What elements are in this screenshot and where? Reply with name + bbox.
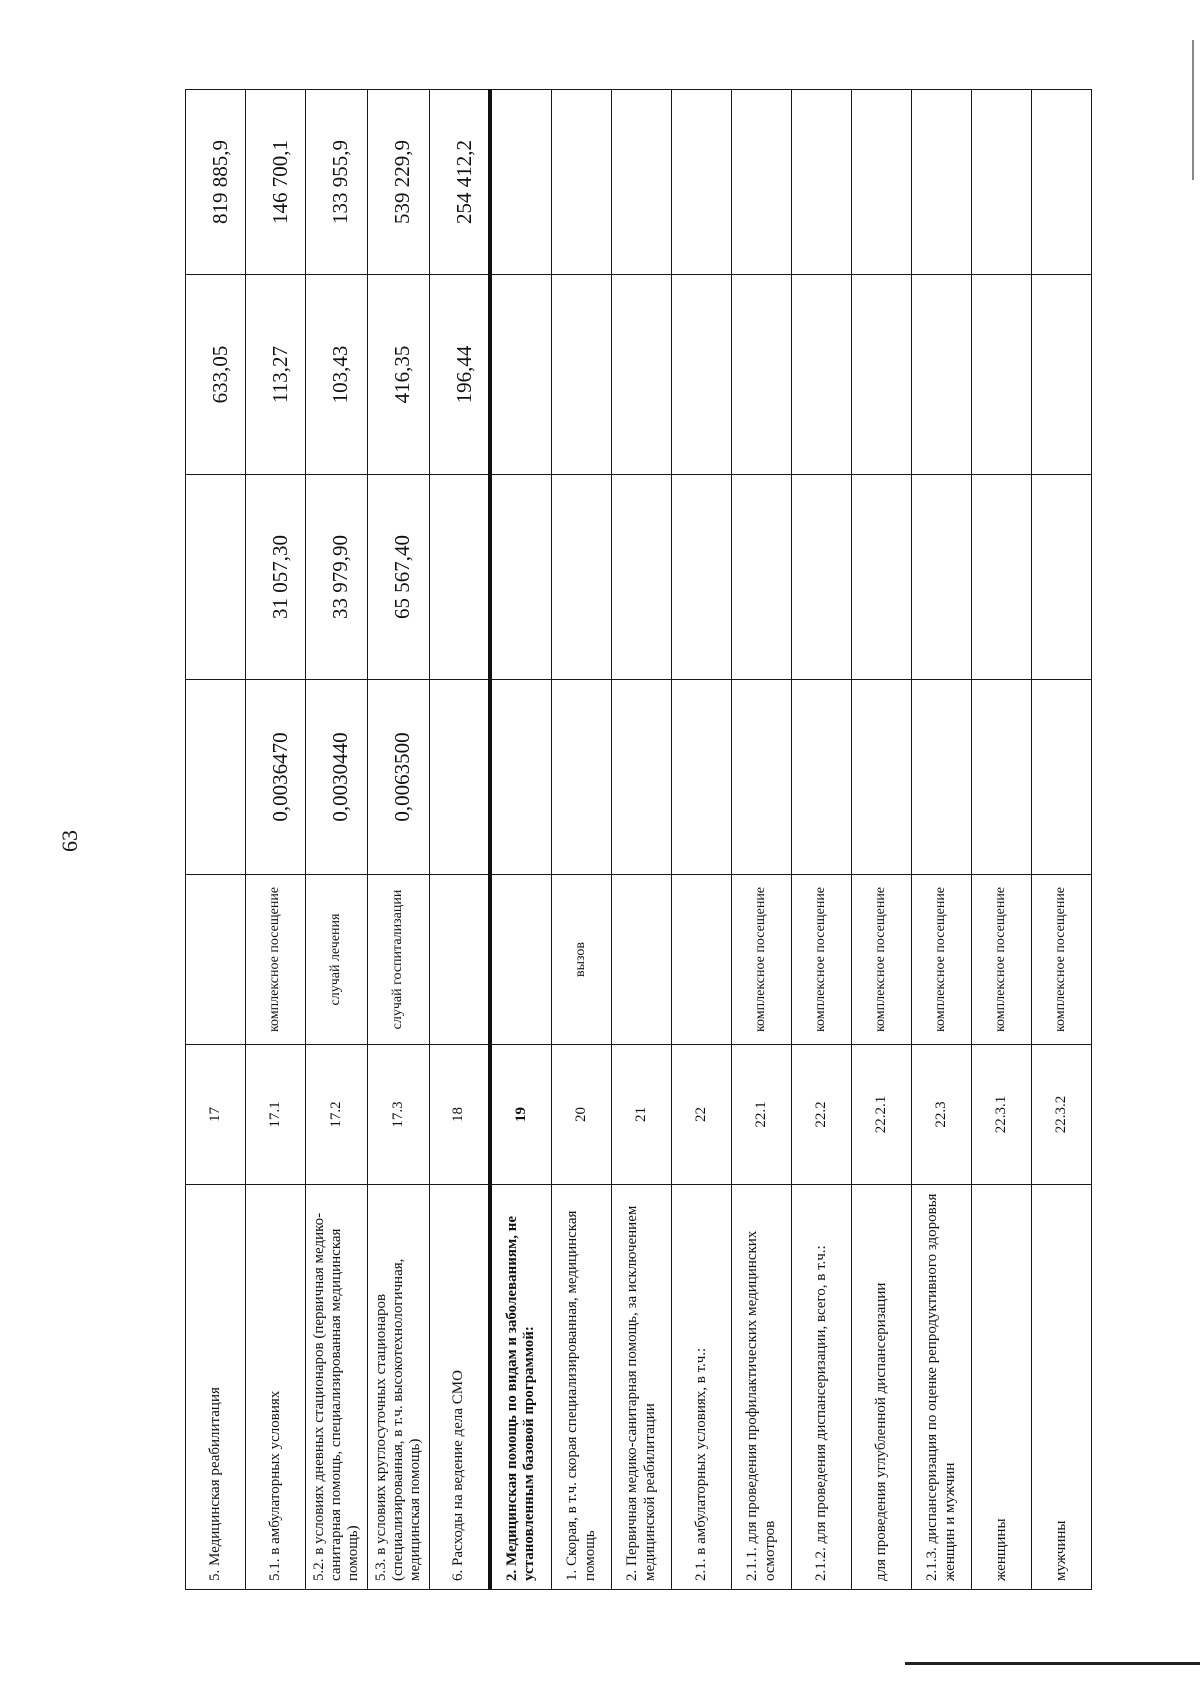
- row-per-capita: 113,27: [246, 275, 306, 475]
- row-number: 22.3.2: [1032, 1045, 1092, 1185]
- row-cost: [972, 475, 1032, 680]
- row-number: 17: [186, 1045, 246, 1185]
- row-norm: [972, 680, 1032, 875]
- row-total: 254 412,2: [430, 90, 490, 275]
- row-number: 18: [430, 1045, 490, 1185]
- row-name: 5.1. в амбулаторных условиях: [246, 1185, 306, 1590]
- row-norm: 0,0030440: [306, 680, 368, 875]
- table-row: [852, 90, 912, 1590]
- row-number: 22.2.1: [852, 1045, 912, 1185]
- row-number: 20: [552, 1045, 612, 1185]
- row-unit: комплексное посещение: [792, 875, 852, 1045]
- row-name: 6. Расходы на ведение дела СМО: [430, 1185, 490, 1590]
- row-per-capita: 103,43: [306, 275, 368, 475]
- table-row: [368, 90, 430, 1590]
- row-number: 17.1: [246, 1045, 306, 1185]
- row-unit: [672, 875, 732, 1045]
- row-norm: [1032, 680, 1092, 875]
- row-number: 17.3: [368, 1045, 430, 1185]
- row-cost: [1032, 475, 1092, 680]
- row-cost: [490, 475, 552, 680]
- row-number: 22: [672, 1045, 732, 1185]
- row-cost: [186, 475, 246, 680]
- row-total: [732, 90, 792, 275]
- row-cost: 65 567,40: [368, 475, 430, 680]
- row-per-capita: 416,35: [368, 275, 430, 475]
- row-number: 22.3: [912, 1045, 972, 1185]
- row-unit: [430, 875, 490, 1045]
- row-total: [912, 90, 972, 275]
- row-name: 2.1.1. для проведения профилактических медицинских осмотров: [732, 1185, 792, 1590]
- row-norm: [672, 680, 732, 875]
- table-row: [912, 90, 972, 1590]
- row-unit: [490, 875, 552, 1045]
- row-per-capita: 196,44: [430, 275, 490, 475]
- financing-table: [185, 89, 1092, 1590]
- row-cost: [852, 475, 912, 680]
- table-row: [672, 90, 732, 1590]
- row-total: 539 229,9: [368, 90, 430, 275]
- row-unit: комплексное посещение: [972, 875, 1032, 1045]
- row-norm: [490, 680, 552, 875]
- row-total: [1032, 90, 1092, 275]
- row-unit: вызов: [552, 875, 612, 1045]
- row-name: женщины: [972, 1185, 1032, 1590]
- row-number: 22.2: [792, 1045, 852, 1185]
- row-unit: [186, 875, 246, 1045]
- row-cost: [672, 475, 732, 680]
- row-cost: [732, 475, 792, 680]
- row-name: 2.1.2. для проведения диспансеризации, всего, в т.ч.:: [792, 1185, 852, 1590]
- row-unit: комплексное посещение: [852, 875, 912, 1045]
- row-unit: комплексное посещение: [732, 875, 792, 1045]
- table-row: [430, 90, 490, 1590]
- row-total: [672, 90, 732, 275]
- row-unit: [612, 875, 672, 1045]
- row-name: 5. Медицинская реабилитация: [186, 1185, 246, 1590]
- row-total: [972, 90, 1032, 275]
- table-row: [306, 90, 368, 1590]
- scan-edge-line-right: [1192, 40, 1194, 180]
- row-per-capita: [1032, 275, 1092, 475]
- row-norm: [732, 680, 792, 875]
- row-per-capita: 633,05: [186, 275, 246, 475]
- row-total: 146 700,1: [246, 90, 306, 275]
- table-row: [972, 90, 1032, 1590]
- row-name: 2. Первичная медико-санитарная помощь, за исключением медицинской реабилитации: [612, 1185, 672, 1590]
- row-number: 22.1: [732, 1045, 792, 1185]
- table-row: [732, 90, 792, 1590]
- row-unit: случай лечения: [306, 875, 368, 1045]
- table-row: [490, 90, 552, 1590]
- row-cost: [430, 475, 490, 680]
- row-norm: 0,0063500: [368, 680, 430, 875]
- row-unit: случай госпитализации: [368, 875, 430, 1045]
- row-name: мужчины: [1032, 1185, 1092, 1590]
- row-unit: комплексное посещение: [1032, 875, 1092, 1045]
- row-per-capita: [852, 275, 912, 475]
- row-per-capita: [732, 275, 792, 475]
- row-unit: комплексное посещение: [246, 875, 306, 1045]
- row-number: 22.3.1: [972, 1045, 1032, 1185]
- row-total: 133 955,9: [306, 90, 368, 275]
- row-per-capita: [612, 275, 672, 475]
- row-total: [490, 90, 552, 275]
- row-norm: [612, 680, 672, 875]
- table-row: [186, 90, 246, 1590]
- row-cost: [612, 475, 672, 680]
- scan-edge-line: [905, 1662, 1200, 1665]
- rotated-table-container: [185, 90, 1085, 1590]
- row-cost: [792, 475, 852, 680]
- row-number: 17.2: [306, 1045, 368, 1185]
- row-per-capita: [972, 275, 1032, 475]
- row-norm: 0,0036470: [246, 680, 306, 875]
- row-total: [852, 90, 912, 275]
- row-norm: [430, 680, 490, 875]
- table-row: [612, 90, 672, 1590]
- page-number: 63: [57, 830, 82, 852]
- table-body: [186, 90, 1092, 1590]
- table-row: [792, 90, 852, 1590]
- row-name: 5.3. в условиях круглосуточных стационаров (специализированная, в т.ч. высокотехнологичная, медицинская помощь): [368, 1185, 430, 1590]
- row-norm: [852, 680, 912, 875]
- row-cost: [552, 475, 612, 680]
- row-norm: [792, 680, 852, 875]
- table-row: [246, 90, 306, 1590]
- row-cost: 33 979,90: [306, 475, 368, 680]
- row-norm: [186, 680, 246, 875]
- table-row: [552, 90, 612, 1590]
- row-total: [552, 90, 612, 275]
- row-per-capita: [912, 275, 972, 475]
- row-per-capita: [552, 275, 612, 475]
- table-row: [1032, 90, 1092, 1590]
- row-total: [792, 90, 852, 275]
- row-unit: комплексное посещение: [912, 875, 972, 1045]
- row-norm: [912, 680, 972, 875]
- row-number: 21: [612, 1045, 672, 1185]
- row-total: 819 885,9: [186, 90, 246, 275]
- row-name: 5.2. в условиях дневных стационаров (первичная медико-санитарная помощь, специализированная медицинская помощь): [306, 1185, 368, 1590]
- row-per-capita: [792, 275, 852, 475]
- row-number: 19: [490, 1045, 552, 1185]
- row-name: 2. Медицинская помощь по видам и заболеваниям, не установленным базовой программой:: [490, 1185, 552, 1590]
- row-name: 2.1.3. диспансеризация по оценке репродуктивного здоровья женщин и мужчин: [912, 1185, 972, 1590]
- row-norm: [552, 680, 612, 875]
- row-total: [612, 90, 672, 275]
- row-per-capita: [490, 275, 552, 475]
- row-cost: 31 057,30: [246, 475, 306, 680]
- row-cost: [912, 475, 972, 680]
- row-name: 2.1. в амбулаторных условиях, в т.ч.:: [672, 1185, 732, 1590]
- row-per-capita: [672, 275, 732, 475]
- row-name: 1. Скорая, в т.ч. скорая специализированная, медицинская помощь: [552, 1185, 612, 1590]
- row-name: для проведения углубленной диспансеризации: [852, 1185, 912, 1590]
